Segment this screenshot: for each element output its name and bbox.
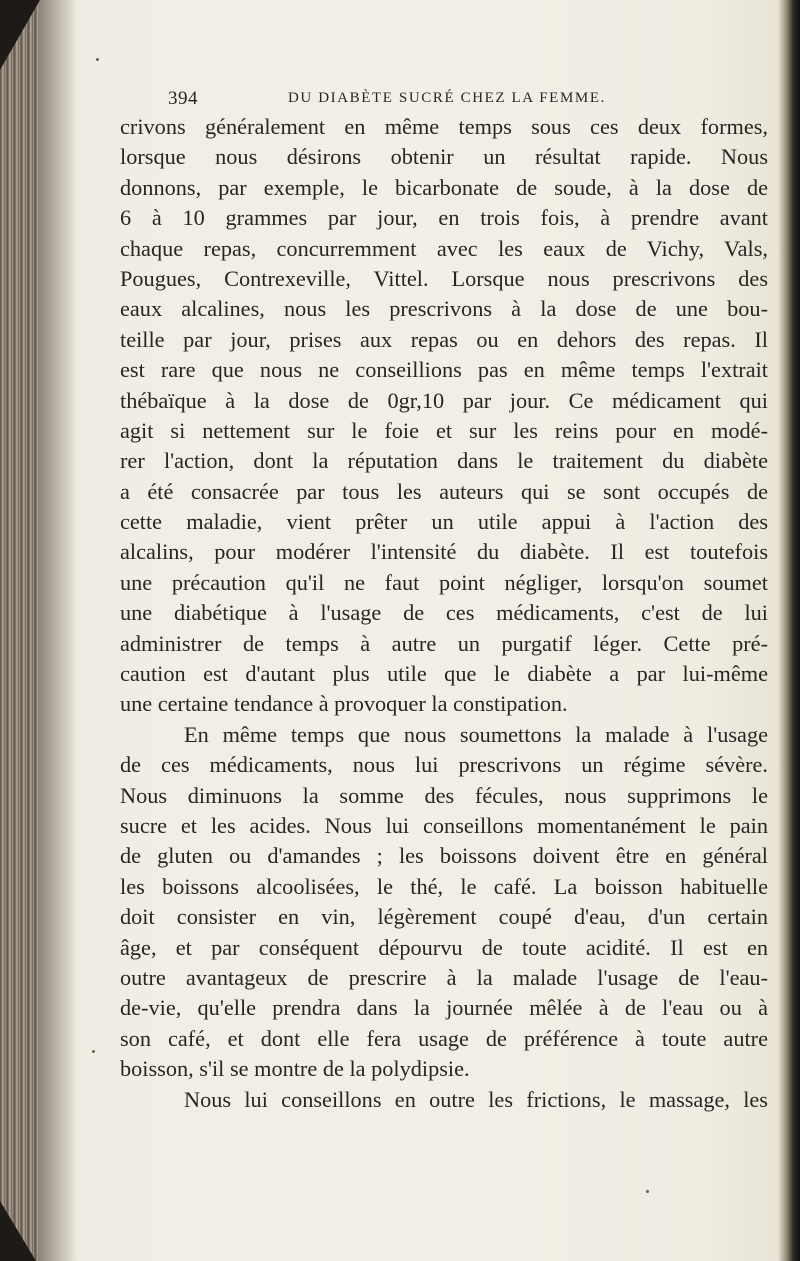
paper-speck bbox=[96, 58, 99, 61]
page-edge-right bbox=[778, 0, 800, 1261]
page-number: 394 bbox=[168, 88, 198, 109]
body-text bbox=[120, 112, 768, 1115]
text-line: son café, et dont elle fera usage de préférence à toute autre bbox=[120, 1025, 768, 1051]
text-line: de gluten ou d'amandes ; les boissons doivent être en général bbox=[120, 843, 768, 869]
text-line: rer l'action, dont la réputation dans le traitement du diabète bbox=[120, 448, 768, 474]
running-header bbox=[168, 88, 768, 114]
paragraph-start-line: En même temps que nous soumettons la malade à l'usage bbox=[184, 721, 768, 747]
text-line: chaque repas, concurremment avec les eaux de Vichy, Vals, bbox=[120, 235, 768, 261]
text-line: doit consister en vin, légèrement coupé d'eau, d'un certain bbox=[120, 904, 768, 930]
text-line: teille par jour, prises aux repas ou en dehors des repas. Il bbox=[120, 326, 768, 352]
text-line: 6 à 10 grammes par jour, en trois fois, à prendre avant bbox=[120, 205, 768, 231]
paper-speck bbox=[92, 1050, 95, 1053]
text-line: une précaution qu'il ne faut point négliger, lorsqu'on soumet bbox=[120, 569, 768, 595]
running-title: DU DIABÈTE SUCRÉ CHEZ LA FEMME. bbox=[288, 90, 606, 106]
text-line: outre avantageux de prescrire à la malade l'usage de l'eau- bbox=[120, 964, 768, 990]
gutter-shadow bbox=[38, 0, 78, 1261]
text-line: crivons généralement en même temps sous ces deux formes, bbox=[120, 114, 768, 139]
book-binding bbox=[0, 0, 38, 1261]
text-line: a été consacrée par tous les auteurs qui se sont occupés de bbox=[120, 478, 768, 504]
text-line: alcalins, pour modérer l'intensité du diabète. Il est toutefois bbox=[120, 539, 768, 565]
text-line: de-vie, qu'elle prendra dans la journée mêlée à de l'eau ou à bbox=[120, 995, 768, 1021]
page-corner-top bbox=[0, 0, 40, 70]
paper-speck bbox=[646, 1190, 649, 1193]
text-line: caution est d'autant plus utile que le diabète a par lui-même bbox=[120, 661, 768, 687]
paragraph-end-line: une certaine tendance à provoquer la constipation. bbox=[120, 691, 568, 717]
page-corner-bottom bbox=[0, 1201, 36, 1261]
text-line: lorsque nous désirons obtenir un résultat rapide. Nous bbox=[120, 144, 768, 170]
paragraph-end-line: boisson, s'il se montre de la polydipsie. bbox=[120, 1056, 470, 1082]
text-line: donnons, par exemple, le bicarbonate de soude, à la dose de bbox=[120, 174, 768, 200]
text-line: cette maladie, vient prêter un utile appui à l'action des bbox=[120, 509, 768, 535]
text-line: une diabétique à l'usage de ces médicaments, c'est de lui bbox=[120, 600, 768, 626]
paragraph-start-line: Nous lui conseillons en outre les frictions, le massage, les bbox=[184, 1086, 768, 1112]
text-line: âge, et par conséquent dépourvu de toute acidité. Il est en bbox=[120, 934, 768, 960]
text-line: Nous diminuons la somme des fécules, nous supprimons le bbox=[120, 782, 768, 808]
text-line: agit si nettement sur le foie et sur les reins pour en modé- bbox=[120, 417, 768, 443]
text-line: eaux alcalines, nous les prescrivons à la dose de une bou- bbox=[120, 296, 768, 322]
text-line: les boissons alcoolisées, le thé, le café. La boisson habituelle bbox=[120, 873, 768, 899]
text-line: Pougues, Contrexeville, Vittel. Lorsque nous prescrivons des bbox=[120, 265, 768, 291]
text-line: administrer de temps à autre un purgatif léger. Cette pré- bbox=[120, 630, 768, 656]
text-line: de ces médicaments, nous lui prescrivons un régime sévère. bbox=[120, 752, 768, 778]
text-line: thébaïque à la dose de 0gr,10 par jour. Ce médicament qui bbox=[120, 387, 768, 413]
text-line: sucre et les acides. Nous lui conseillons momentanément le pain bbox=[120, 812, 768, 838]
text-line: est rare que nous ne conseillions pas en même temps l'extrait bbox=[120, 357, 768, 383]
